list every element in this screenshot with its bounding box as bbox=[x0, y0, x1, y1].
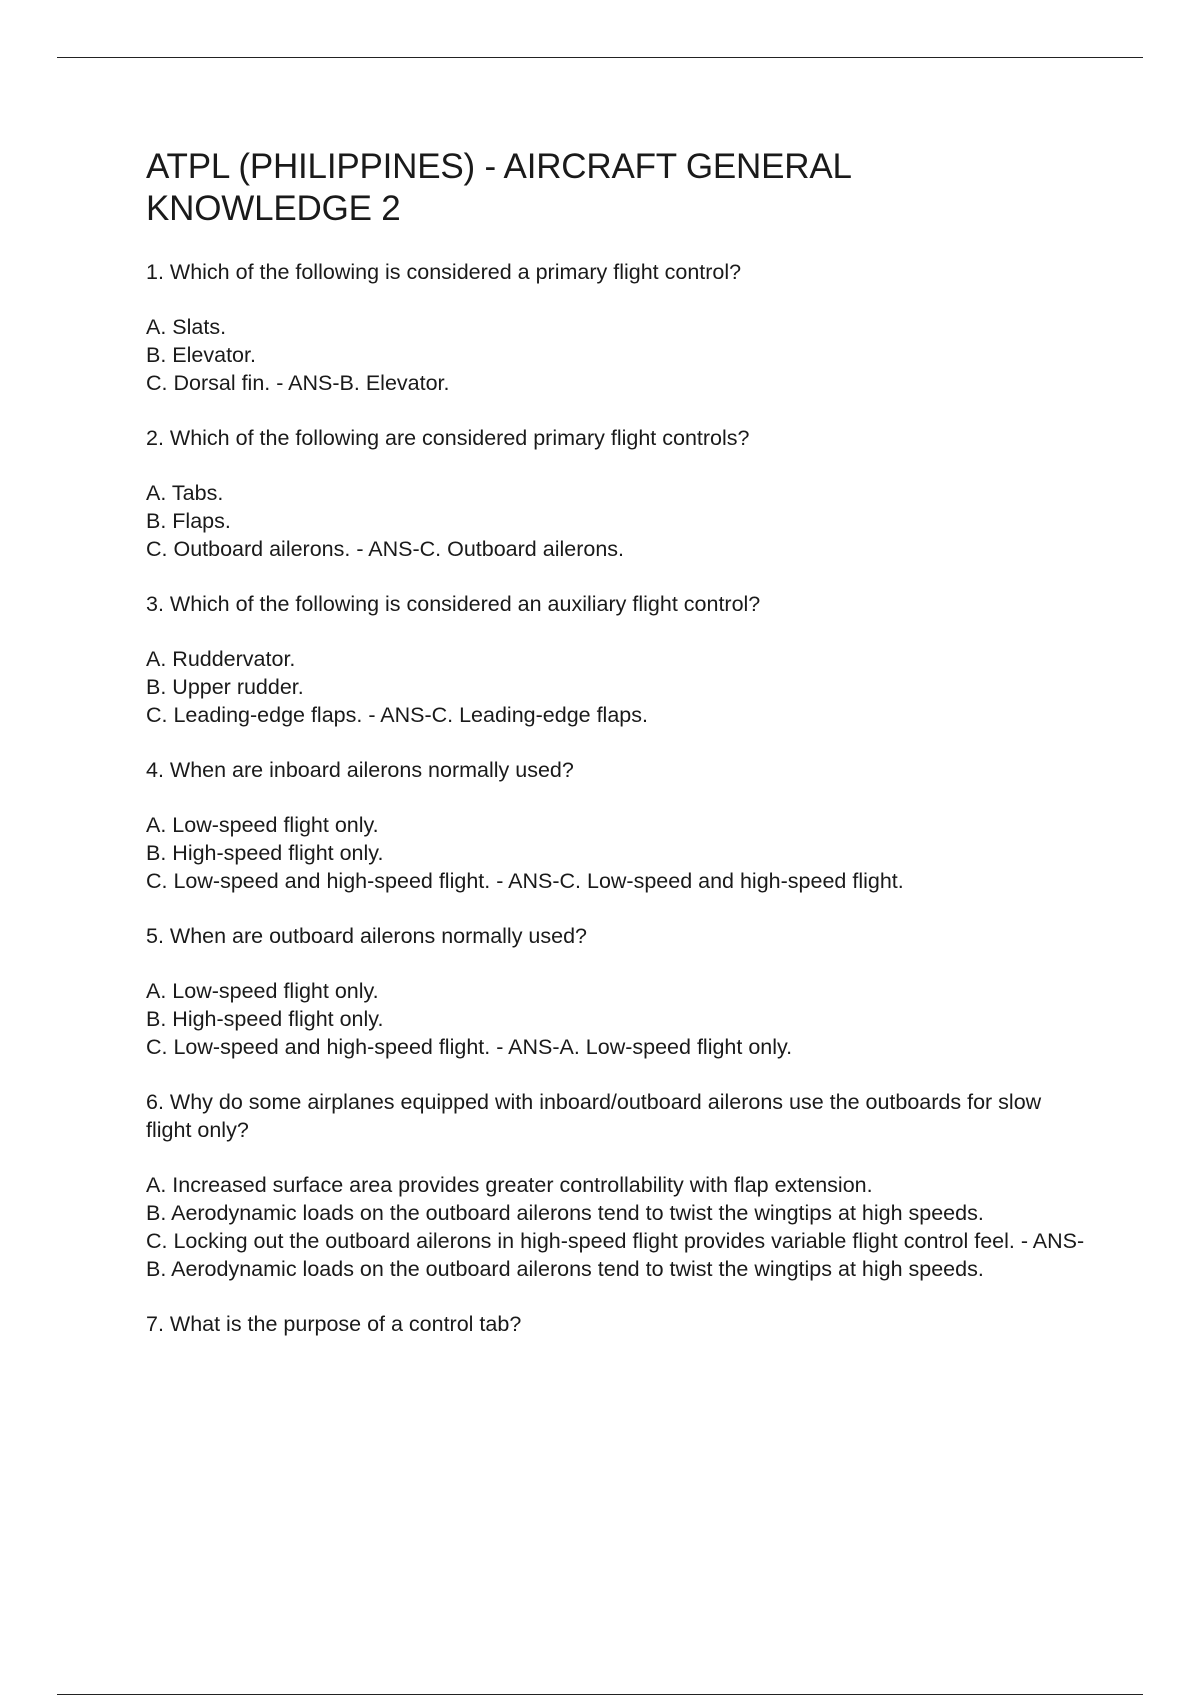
question-text: 3. Which of the following is considered an auxiliary flight control? bbox=[146, 592, 761, 616]
question-block-1 bbox=[146, 258, 1086, 397]
document-body bbox=[146, 146, 1086, 1365]
question-text: 5. When are outboard ailerons normally used? bbox=[146, 924, 588, 948]
question-block-7 bbox=[146, 1310, 1086, 1338]
answer-option-b: B. Elevator. bbox=[146, 343, 256, 367]
answer-option-c: C. Low-speed and high-speed flight. - ANS-A. Low-speed flight only. bbox=[146, 1035, 793, 1059]
answer-option-c: C. Dorsal fin. - ANS-B. Elevator. bbox=[146, 371, 450, 395]
question-block-5 bbox=[146, 922, 1086, 1061]
question-text: 6. Why do some airplanes equipped with inboard/outboard ailerons use the outboards for slow flight only? bbox=[146, 1090, 1042, 1142]
question-text: 7. What is the purpose of a control tab? bbox=[146, 1312, 522, 1336]
answer-option-c: C. Outboard ailerons. - ANS-C. Outboard ailerons. bbox=[146, 537, 624, 561]
title-line-2: KNOWLEDGE 2 bbox=[146, 189, 401, 228]
answer-option-b: B. Flaps. bbox=[146, 509, 231, 533]
top-rule bbox=[57, 57, 1143, 58]
question-text: 1. Which of the following is considered a primary flight control? bbox=[146, 260, 742, 284]
answer-option-b: B. Aerodynamic loads on the outboard ailerons tend to twist the wingtips at high speeds. bbox=[146, 1201, 984, 1225]
question-text: 4. When are inboard ailerons normally used? bbox=[146, 758, 574, 782]
answer-option-c: C. Leading-edge flaps. - ANS-C. Leading-edge flaps. bbox=[146, 703, 648, 727]
answer-option-a: A. Low-speed flight only. bbox=[146, 813, 379, 837]
answer-option-c: C. Low-speed and high-speed flight. - ANS-C. Low-speed and high-speed flight. bbox=[146, 869, 904, 893]
answer-option-a: A. Tabs. bbox=[146, 481, 224, 505]
answer-option-a: A. Low-speed flight only. bbox=[146, 979, 379, 1003]
answer-option-a: A. Ruddervator. bbox=[146, 647, 296, 671]
answer-option-c: C. Locking out the outboard ailerons in high-speed flight provides variable flight control feel. - ANS-B. Aerodynamic loads on the outboard ailerons tend to twist the wingtips at high speeds. bbox=[146, 1229, 1085, 1281]
question-block-6 bbox=[146, 1088, 1086, 1283]
question-text: 2. Which of the following are considered primary flight controls? bbox=[146, 426, 750, 450]
answer-option-b: B. High-speed flight only. bbox=[146, 1007, 384, 1031]
question-block-2 bbox=[146, 424, 1086, 563]
answer-option-b: B. High-speed flight only. bbox=[146, 841, 384, 865]
bottom-rule bbox=[57, 1694, 1143, 1695]
answer-option-b: B. Upper rudder. bbox=[146, 675, 304, 699]
question-block-4 bbox=[146, 756, 1086, 895]
question-block-3 bbox=[146, 590, 1086, 729]
answer-option-a: A. Increased surface area provides greater controllability with flap extension. bbox=[146, 1173, 873, 1197]
title-line-1: ATPL (PHILIPPINES) - AIRCRAFT GENERAL bbox=[146, 147, 852, 186]
document-title bbox=[146, 146, 1086, 230]
answer-option-a: A. Slats. bbox=[146, 315, 227, 339]
